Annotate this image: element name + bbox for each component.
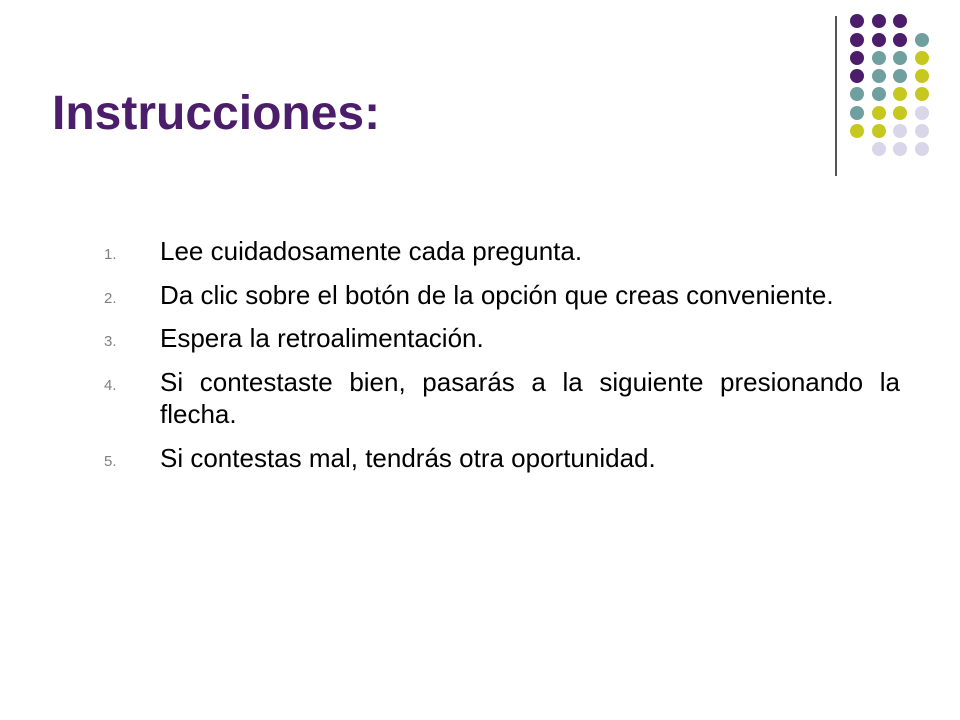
ornament-dot bbox=[915, 87, 929, 101]
instruction-text: Da clic sobre el botón de la opción que creas conveniente. bbox=[160, 279, 834, 310]
ornament-dot bbox=[872, 69, 886, 83]
ornament-dot bbox=[850, 33, 864, 47]
instruction-text: Espera la retroalimentación. bbox=[160, 323, 484, 354]
instruction-item-4 bbox=[104, 367, 900, 430]
vertical-divider bbox=[835, 16, 837, 176]
ornament-dot bbox=[893, 51, 907, 65]
ornament-dot bbox=[872, 124, 886, 138]
ornament-dot bbox=[850, 69, 864, 83]
instruction-item-3 bbox=[104, 323, 900, 355]
instruction-item-2 bbox=[104, 280, 900, 312]
instruction-text: Lee cuidadosamente cada pregunta. bbox=[160, 236, 583, 266]
slide-title: Instrucciones: bbox=[52, 87, 381, 140]
ornament-dot bbox=[893, 124, 907, 138]
ornament-dot bbox=[893, 142, 907, 156]
instruction-number: 3. bbox=[104, 333, 117, 351]
ornament-dot bbox=[893, 69, 907, 83]
ornament-dot bbox=[872, 51, 886, 65]
instruction-list bbox=[104, 236, 900, 486]
instruction-item-5 bbox=[104, 443, 900, 475]
ornament-dot bbox=[850, 51, 864, 65]
ornament-dot bbox=[915, 142, 929, 156]
ornament-dot bbox=[893, 33, 907, 47]
ornament-dot bbox=[893, 14, 907, 28]
ornament-dot bbox=[915, 106, 929, 120]
instruction-number: 5. bbox=[104, 452, 117, 470]
ornament-dot bbox=[850, 14, 864, 28]
ornament-dot bbox=[872, 87, 886, 101]
ornament-dot bbox=[893, 87, 907, 101]
ornament-dot bbox=[893, 106, 907, 120]
ornament-dot bbox=[872, 33, 886, 47]
instruction-text: Si contestaste bien, pasarás a la siguiente presionando la flecha. bbox=[160, 367, 900, 429]
instruction-number: 4. bbox=[104, 377, 117, 395]
ornament-dot bbox=[872, 142, 886, 156]
ornament-dot bbox=[915, 124, 929, 138]
instruction-number: 2. bbox=[104, 289, 117, 307]
ornament-dot bbox=[915, 51, 929, 65]
ornament-dot bbox=[850, 124, 864, 138]
instruction-item-1 bbox=[104, 236, 900, 268]
ornament-dot bbox=[872, 14, 886, 28]
ornament-dot bbox=[915, 33, 929, 47]
ornament-dot bbox=[915, 69, 929, 83]
ornament-dot bbox=[872, 106, 886, 120]
ornament-dot bbox=[850, 106, 864, 120]
instruction-text: Si contestas mal, tendrás otra oportunidad. bbox=[160, 442, 656, 473]
ornament-dot bbox=[850, 87, 864, 101]
instruction-number: 1. bbox=[104, 246, 117, 263]
